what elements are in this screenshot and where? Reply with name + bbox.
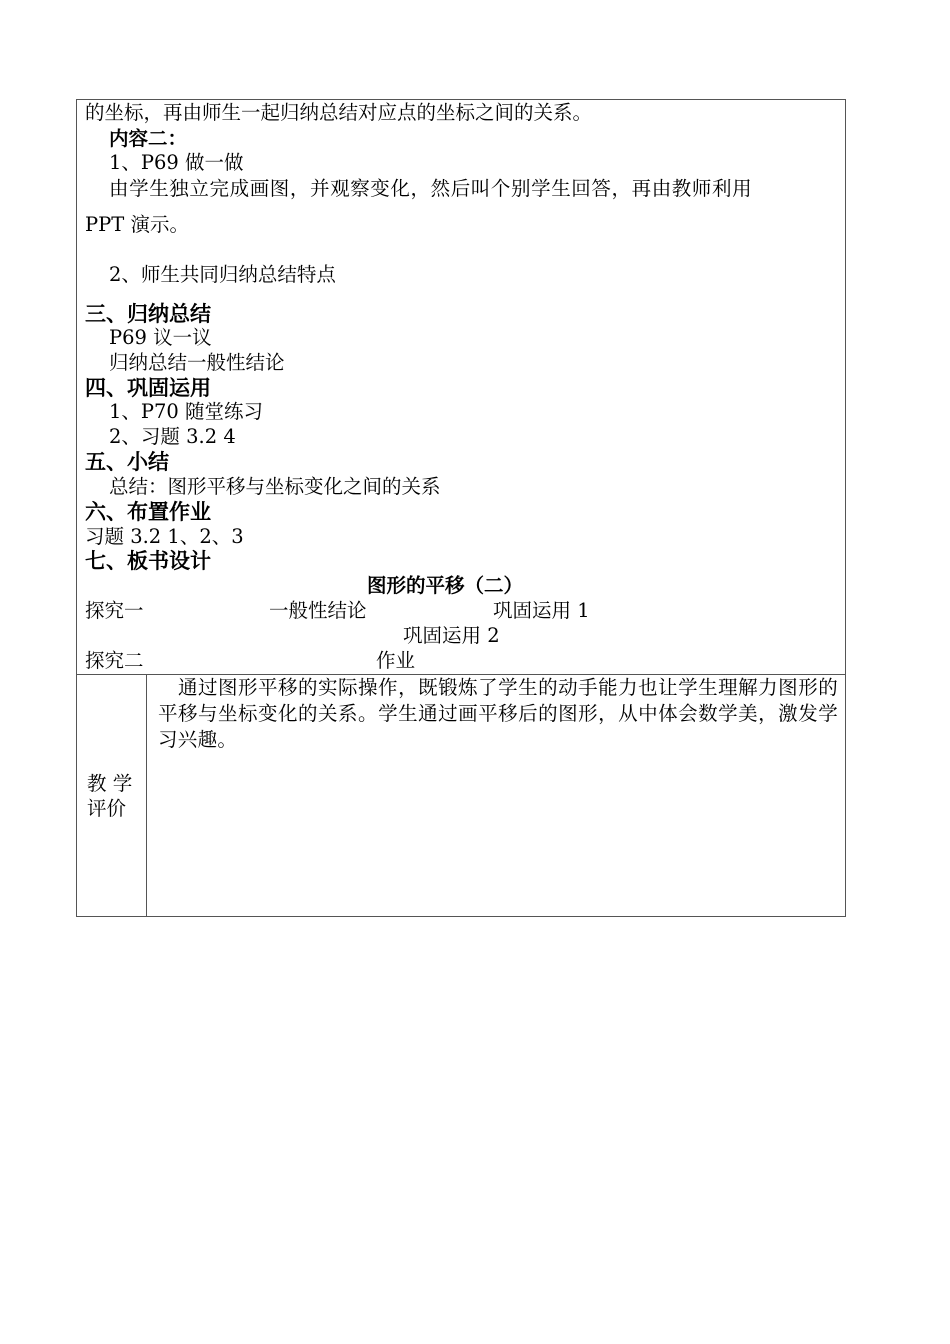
board-practice-1: 巩固运用 1 bbox=[493, 599, 590, 622]
section-6-heading: 六、布置作业 bbox=[85, 499, 211, 524]
column-divider bbox=[146, 675, 147, 916]
content2-heading: 内容二： bbox=[109, 127, 188, 150]
section-5-line-a: 总结：图形平移与坐标变化之间的关系 bbox=[109, 475, 441, 498]
lesson-plan-table bbox=[76, 99, 846, 917]
section-3-line-a: P69 议一议 bbox=[109, 326, 212, 349]
section-5-heading: 五、小结 bbox=[85, 449, 169, 474]
board-explore-1: 探究一 bbox=[85, 599, 144, 622]
evaluation-label-line-1: 教 学 bbox=[87, 772, 133, 795]
evaluation-row bbox=[77, 675, 845, 916]
section-6-line-a: 习题 3.2 1、2、3 bbox=[85, 525, 244, 548]
section-4-heading: 四、巩固运用 bbox=[85, 375, 211, 400]
board-conclusion: 一般性结论 bbox=[269, 599, 367, 622]
content-line: 的坐标，再由师生一起归纳总结对应点的坐标之间的关系。 bbox=[85, 101, 593, 124]
evaluation-label-line-2: 评价 bbox=[87, 797, 127, 820]
section-7-heading: 七、板书设计 bbox=[85, 548, 211, 573]
board-title: 图形的平移（二） bbox=[367, 574, 524, 597]
paragraph-line-b: PPT 演示。 bbox=[85, 213, 189, 236]
section-3-heading: 三、归纳总结 bbox=[85, 301, 211, 326]
section-4-line-a: 1、P70 随堂练习 bbox=[109, 400, 264, 423]
item-1: 1、P69 做一做 bbox=[109, 151, 244, 174]
section-3-line-b: 归纳总结一般性结论 bbox=[109, 351, 285, 374]
board-explore-2: 探究二 bbox=[85, 649, 144, 672]
section-4-line-b: 2、习题 3.2 4 bbox=[109, 425, 236, 448]
item-2: 2、师生共同归纳总结特点 bbox=[109, 263, 336, 286]
evaluation-text: 通过图形平移的实际操作，既锻炼了学生的动手能力也让学生理解力图形的平移与坐标变化的关系。学生通过画平移后的图形，从中体会数学美，激发学习兴趣。 bbox=[158, 676, 838, 751]
board-practice-2: 巩固运用 2 bbox=[403, 624, 500, 647]
paragraph-line-a: 由学生独立完成画图，并观察变化，然后叫个别学生回答，再由教师利用 bbox=[109, 177, 753, 200]
lesson-content-cell bbox=[77, 100, 845, 674]
evaluation-label bbox=[87, 771, 132, 821]
board-homework: 作业 bbox=[376, 649, 416, 672]
